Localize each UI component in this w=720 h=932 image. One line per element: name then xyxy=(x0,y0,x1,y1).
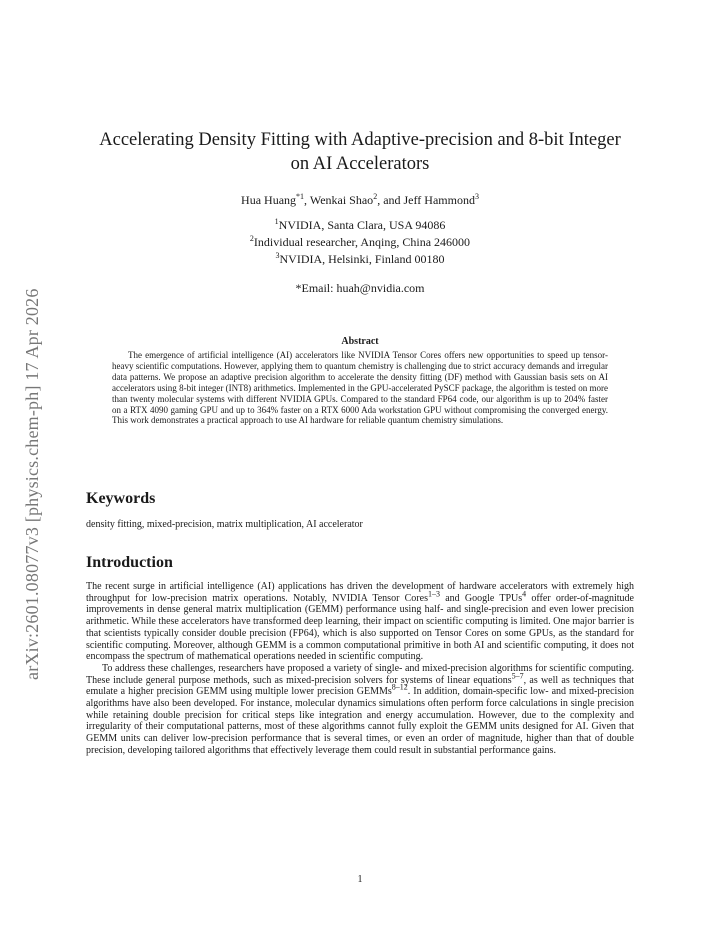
author: Jeff Hammond$^3$ xyxy=(403,192,479,207)
affiliation-list xyxy=(90,217,630,268)
arxiv-identifier: arXiv:2601.08077v3 [physics.chem-ph] 17 Apr 2026 xyxy=(22,288,42,680)
abstract-section xyxy=(112,336,608,426)
abstract-text: The emergence of artificial intelligence (AI) accelerators like NVIDIA Tensor Cores offers new opportunities to speed up tensor-heavy scientific computations. However, applying them to quantum chemistry is challenging due to strict accuracy demands and irregular data patterns. We propose an adaptive precision algorithm to accelerate the density fitting (DF) method with Gaussian basis sets on AI accelerators using 8-bit integer (INT8) arithmetics. Implemented in the GPU-accelerated PySCF package, the algorithm is tested on more than twenty molecular systems with different NVIDIA GPUs. Compared to the standard FP64 code, our algorithm is up to 204% faster on a RTX 4090 gaming GPU and up to 364% faster on a RTX 6000 Ada workstation GPU without compromising the converged energy. This work demonstrates a practical approach to use AI hardware for reliable quantum chemistry simulations. xyxy=(112,350,608,426)
introduction-heading: Introduction xyxy=(86,554,173,571)
paper-title: Accelerating Density Fitting with Adaptive-precision and 8-bit Integer on AI Accelerators xyxy=(99,130,621,174)
citation: 4 xyxy=(522,589,527,599)
author: Hua Huang$^{*1}$, xyxy=(241,192,310,207)
keywords-text: density fitting, mixed-precision, matrix multiplication, AI accelerator xyxy=(86,519,363,530)
title-block xyxy=(90,128,630,296)
abstract-heading: Abstract xyxy=(341,336,379,347)
contact-email: *Email: huah@nvidia.com xyxy=(295,281,425,295)
page-number: 1 xyxy=(357,874,363,885)
affiliation: $^3$NVIDIA, Helsinki, Finland 00180 xyxy=(275,251,445,266)
introduction-paragraph-2: To address these challenges, researchers have proposed a variety of single- and mixed-precision algorithms for scientific computing. These include general purpose methods, such as mixed-precision solvers for systems of linear equations$^{5-7}$, as well as techniques that emulate a higher precision GEMM using multiple lower precision GEMMs$^{8-12}$. In addition, domain-specific low- and mixed-precision algorithms have also been developed. For instance, molecular dynamics simulations often perform force calculations in single precision while retaining double precision for critical steps like integration and energy accumulation. However, due to the complexity and irregularity of their computational patterns, most of these algorithms cannot fully exploit the GEMM units designed for AI. Given that GEMM units can deliver low-precision performance that is several times, or even an order of magnitude, higher than that of double precision, developing tailored algorithms that effectively leverage them could result in substantial performance gains. xyxy=(86,662,634,756)
citation: 8–12 xyxy=(391,683,408,692)
introduction-paragraph-1: The recent surge in artificial intelligence (AI) applications has driven the development of hardware accelerators with extremely high throughput for low-precision matrix operations. Notably, NVIDIA Tensor Cores$^{1-3}$ and Google TPUs$^4$ offer order-of-magnitude improvements in dense general matrix multiplication (GEMM) performance using half- and single-precision and even lower precision arithmetic. While these accelerators have transformed deep learning, their impact on scientific computing is limited. One major barrier is that scientists typically consider double precision (FP64), which is also supported on Tensor Cores on some GPUs, as the standard for scientific computing. Moreover, although GEMM is a common computational primitive in both AI and scientific computing, it does not encompass the spectrum of mathematical operations needed in scientific computing. xyxy=(86,581,634,663)
affiliation: $^1$NVIDIA, Santa Clara, USA 94086 xyxy=(274,217,446,232)
keywords-heading: Keywords xyxy=(86,490,156,507)
citation: 5–7 xyxy=(511,671,524,681)
author: Wenkai Shao$^2$, and xyxy=(309,192,404,207)
introduction-section xyxy=(86,554,634,757)
citation: 1–3 xyxy=(427,589,440,599)
keywords-section xyxy=(86,490,634,530)
affiliation: $^2$Individual researcher, Anqing, China 246000 xyxy=(249,234,471,249)
author-list xyxy=(90,193,630,208)
